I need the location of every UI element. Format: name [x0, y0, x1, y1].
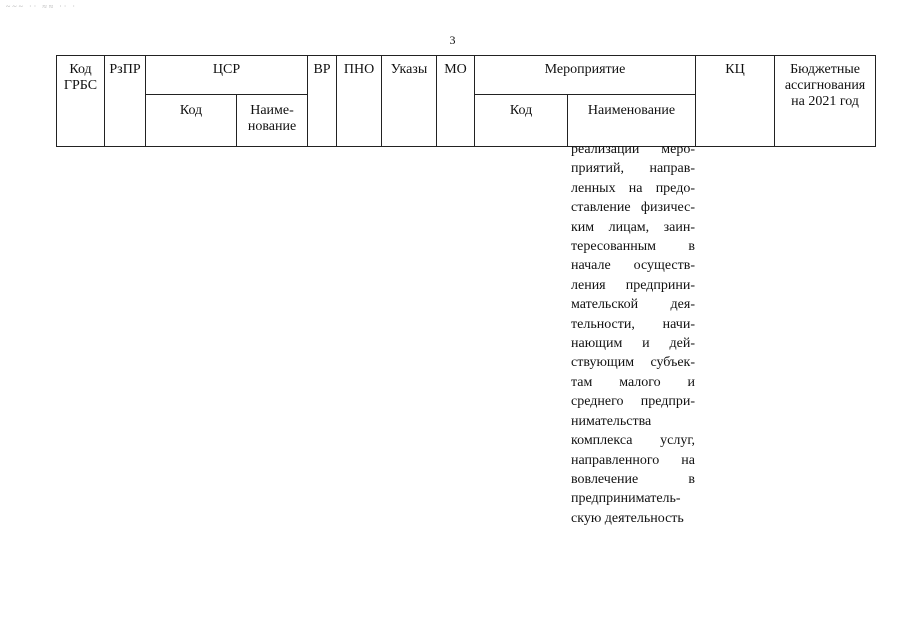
- header-mer-kod: Код: [475, 95, 568, 147]
- header-table: [56, 55, 876, 147]
- header-mer-naim: Наименование: [568, 95, 696, 147]
- header-vr: ВР: [308, 56, 337, 147]
- measure-description: [571, 140, 695, 528]
- description-line: там малого и: [571, 374, 695, 390]
- description-line: реализации меро-: [571, 142, 695, 157]
- description-line: начале осуществ-: [571, 258, 695, 274]
- header-kod-grbs: Код ГРБС: [57, 56, 105, 147]
- description-line: комплекса услуг,: [571, 433, 695, 449]
- description-line: ленных на предо-: [571, 180, 695, 196]
- description-line: мательской дея-: [571, 297, 695, 313]
- description-line: ставление физичес-: [571, 200, 695, 216]
- header-mo: МО: [437, 56, 475, 147]
- description-line: ствующим субъек-: [571, 355, 695, 371]
- header-ukazy: Указы: [382, 56, 437, 147]
- description-line: среднего предпри-: [571, 394, 695, 410]
- description-line: нающим и дей-: [571, 336, 695, 352]
- scan-artifact: ~~~ ·· ≈≈ ·· ·: [6, 2, 78, 11]
- description-line: тересованным в: [571, 239, 695, 255]
- description-line: предприниматель-: [571, 491, 681, 507]
- description-line: тельности, начи-: [571, 316, 695, 332]
- description-line: нимательства: [571, 413, 652, 429]
- header-meropriyatie: Мероприятие: [475, 56, 696, 95]
- header-csr-kod: Код: [146, 95, 237, 147]
- header-pno: ПНО: [337, 56, 382, 147]
- header-csr-naim: Наиме-нование: [237, 95, 308, 147]
- description-line: ким лицам, заин-: [571, 219, 695, 235]
- header-budget: Бюджетные ассигнования на 2021 год: [775, 56, 876, 147]
- description-line: ления предприни-: [571, 277, 695, 293]
- description-line: направленного на: [571, 452, 695, 468]
- page-number: 3: [449, 33, 456, 47]
- description-line: скую деятельность: [571, 510, 684, 526]
- description-line: вовлечение в: [571, 471, 695, 487]
- header-csr: ЦСР: [146, 56, 308, 95]
- header-kc: КЦ: [696, 56, 775, 147]
- description-line: приятий, направ-: [571, 161, 695, 177]
- header-rzpr: РзПР: [105, 56, 146, 147]
